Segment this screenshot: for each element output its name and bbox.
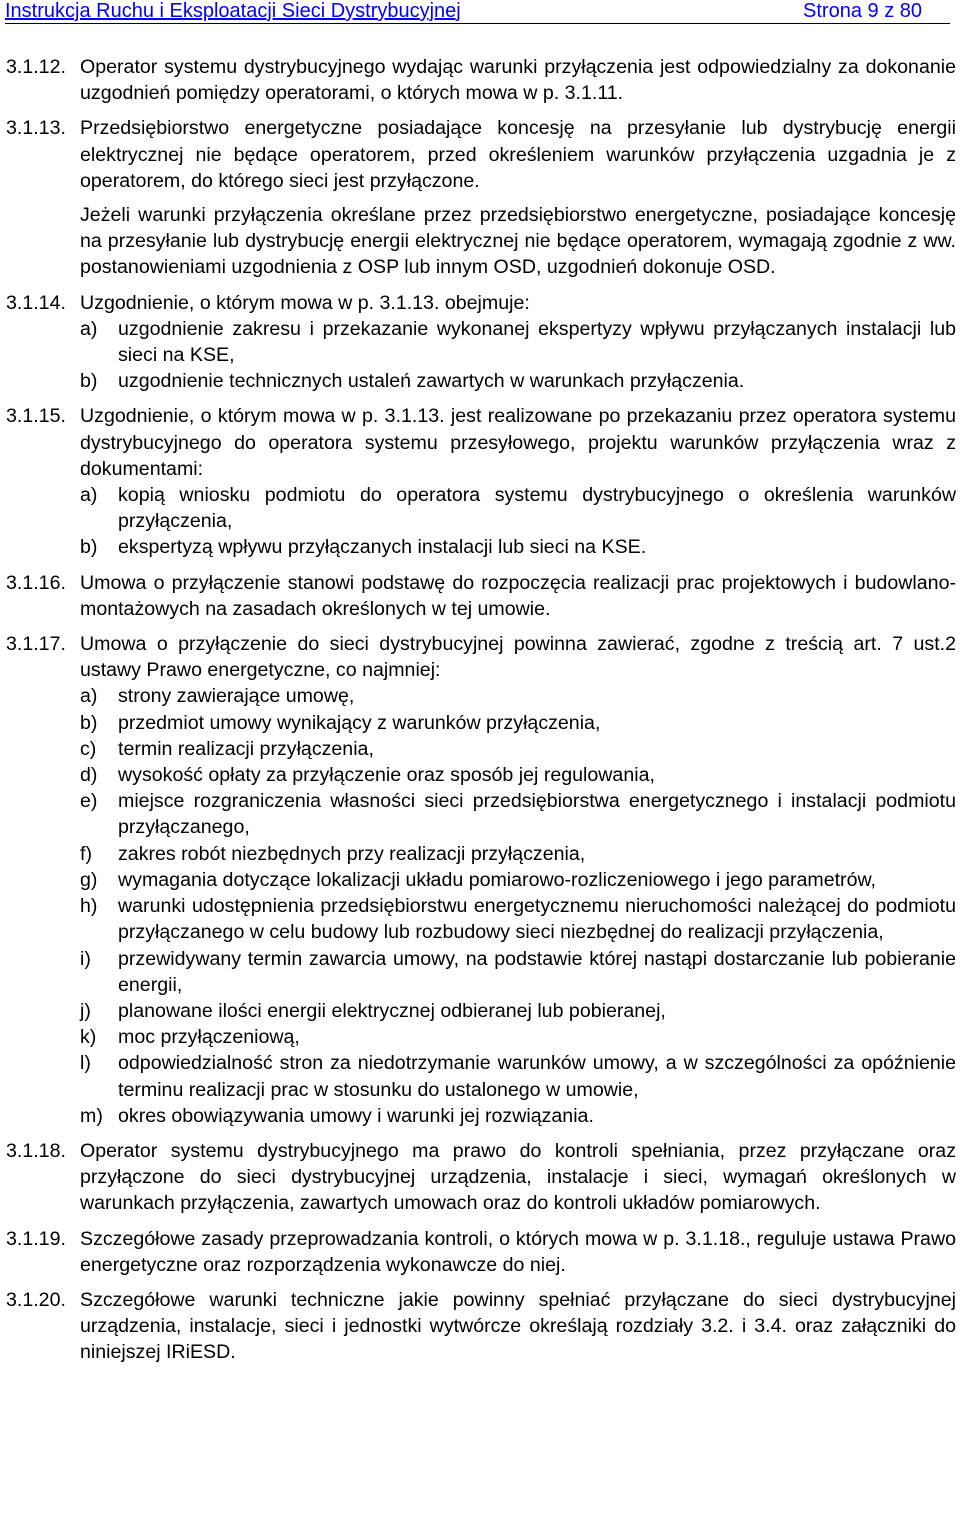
list-item <box>80 368 956 394</box>
section-text: Przedsiębiorstwo energetyczne posiadające koncesję na przesyłanie lub dystrybucję energii elektrycznej nie będące operatorem, przed określeniem warunków przyłączenia uzgadnia je z operatorem, do którego sieci jest przyłączone. <box>80 117 956 192</box>
list-label: c) <box>80 737 97 760</box>
list-label: k) <box>80 1026 97 1049</box>
section-number: 3.1.18. <box>6 1139 66 1162</box>
list-item <box>80 683 956 709</box>
section-text: Uzgodnienie, o którym mowa w p. 3.1.13. obejmuje: <box>80 291 530 314</box>
document-title-link[interactable]: Instrukcja Ruchu i Eksploatacji Sieci Dystrybucyjnej <box>5 0 461 22</box>
list-text: planowane ilości energii elektrycznej odbieranej lub pobieranej, <box>118 999 666 1022</box>
section-text: Szczegółowe zasady przeprowadzania kontroli, o których mowa w p. 3.1.18., reguluje ustawa Prawo energetyczne oraz rozporządzenia wykonawcze do niej. <box>80 1227 956 1276</box>
list-item <box>80 946 956 998</box>
document-body <box>6 54 956 1375</box>
section-3-1-20 <box>6 1287 956 1366</box>
page-number: Strona 9 z 80 <box>803 0 922 22</box>
list-label: a) <box>80 317 98 340</box>
section-text: Umowa o przyłączenie do sieci dystrybucyjnej powinna zawierać, zgodne z treścią art. 7 ust.2 ustawy Prawo energetyczne, co najmniej: <box>80 633 956 682</box>
section-number: 3.1.19. <box>6 1227 66 1250</box>
section-text: Operator systemu dystrybucyjnego wydając warunki przyłączenia jest odpowiedzialny za dokonanie uzgodnień pomiędzy operatorami, o których mowa w p. 3.1.11. <box>80 56 956 105</box>
section-number: 3.1.13. <box>6 117 66 140</box>
list-text: wymagania dotyczące lokalizacji układu pomiarowo-rozliczeniowego i jego parametrów, <box>118 868 876 891</box>
list-item <box>80 482 956 534</box>
list-text: miejsce rozgraniczenia własności sieci przedsiębiorstwa energetycznego i instalacji podmiotu przyłączanego, <box>118 790 956 839</box>
list-item <box>80 788 956 840</box>
section-number: 3.1.17. <box>6 633 66 656</box>
list-item <box>80 316 956 368</box>
list-text: wysokość opłaty za przyłączenie oraz sposób jej regulowania, <box>118 764 655 787</box>
list-item <box>80 893 956 945</box>
section-number: 3.1.15. <box>6 405 66 428</box>
list-text: zakres robót niezbędnych przy realizacji przyłączenia, <box>118 842 586 865</box>
list-item <box>80 710 956 736</box>
list-item <box>80 762 956 788</box>
section-3-1-13 <box>6 115 956 280</box>
item-list <box>80 683 956 1128</box>
section-number: 3.1.16. <box>6 571 66 594</box>
section-number: 3.1.20. <box>6 1288 66 1311</box>
section-3-1-16 <box>6 570 956 622</box>
list-text: odpowiedzialność stron za niedotrzymanie warunków umowy, a w szczególności za opóźnienie terminu realizacji prac w stosunku do ustalonego w umowie, <box>118 1052 956 1101</box>
list-label: h) <box>80 895 98 918</box>
list-text: uzgodnienie zakresu i przekazanie wykonanej ekspertyzy wpływu przyłączanych instalacji lub sieci na KSE, <box>118 317 956 367</box>
list-text: termin realizacji przyłączenia, <box>118 737 374 760</box>
section-text: Szczegółowe warunki techniczne jakie powinny spełniać przyłączane do sieci dystrybucyjnej urządzenia, instalacje, sieci i jednostki wytwórcze określają rozdziały 3.2. i 3.4. oraz załączniki do niniejszej IRiESD. <box>80 1288 956 1364</box>
list-item <box>80 867 956 893</box>
list-label: b) <box>80 711 98 734</box>
section-3-1-12 <box>6 54 956 106</box>
list-label: f) <box>80 842 92 865</box>
list-text: warunki udostępnienia przedsiębiorstwu energetycznemu nieruchomości należącej do podmiotu przyłączanego w celu budowy lub rozbudowy sieci niezbędnej do realizacji przyłączenia, <box>118 895 956 944</box>
section-3-1-18 <box>6 1138 956 1217</box>
section-text: Umowa o przyłączenie stanowi podstawę do rozpoczęcia realizacji prac projektowych i budowlano-montażowych na zasadach określonych w tej umowie. <box>80 571 956 620</box>
list-label: a) <box>80 685 98 708</box>
list-item <box>80 841 956 867</box>
list-item <box>80 1050 956 1102</box>
list-text: przewidywany termin zawarcia umowy, na podstawie której nastąpi dostarczanie lub pobieranie energii, <box>118 947 956 996</box>
section-number: 3.1.12. <box>6 56 66 78</box>
header-divider <box>5 23 950 24</box>
list-text: moc przyłączeniową, <box>118 1026 300 1049</box>
page-header <box>5 0 950 26</box>
list-item <box>80 1103 956 1129</box>
list-label: g) <box>80 868 98 891</box>
list-item <box>80 1024 956 1050</box>
list-label: m) <box>80 1104 103 1127</box>
list-item <box>80 534 956 560</box>
section-number: 3.1.14. <box>6 291 66 314</box>
list-label: a) <box>80 484 98 507</box>
list-text: kopią wniosku podmiotu do operatora systemu dystrybucyjnego o określenia warunków przyłączenia, <box>118 484 956 533</box>
list-text: strony zawierające umowę, <box>118 685 355 708</box>
list-label: d) <box>80 764 98 787</box>
list-label: b) <box>80 536 98 559</box>
section-text: Uzgodnienie, o którym mowa w p. 3.1.13. jest realizowane po przekazaniu przez operatora systemu dystrybucyjnego do operatora systemu przesyłowego, projektu warunków przyłączenia wraz z dokumentami: <box>80 405 956 480</box>
list-label: l) <box>80 1052 91 1075</box>
list-item <box>80 736 956 762</box>
section-3-1-15 <box>6 403 956 560</box>
section-text: Operator systemu dystrybucyjnego ma prawo do kontroli spełniania, przez przyłączane oraz przyłączone do sieci dystrybucyjnej urządzenia, instalacje i sieci, wymagań określonych w warunkach przyłączenia, zawartych umowach oraz do kontroli układów pomiarowych. <box>80 1139 956 1215</box>
list-label: j) <box>80 999 91 1022</box>
item-list <box>80 482 956 561</box>
list-text: okres obowiązywania umowy i warunki jej rozwiązania. <box>118 1104 594 1127</box>
list-text: przedmiot umowy wynikający z warunków przyłączenia, <box>118 711 601 734</box>
list-label: b) <box>80 370 98 393</box>
list-text: ekspertyzą wpływu przyłączanych instalacji lub sieci na KSE. <box>118 536 647 559</box>
list-text: uzgodnienie technicznych ustaleń zawartych w warunkach przyłączenia. <box>118 370 745 393</box>
section-3-1-14 <box>6 290 956 395</box>
list-label: e) <box>80 790 98 813</box>
section-3-1-17 <box>6 631 956 1129</box>
section-text-continued: Jeżeli warunki przyłączenia określane przez przedsiębiorstwo energetyczne, posiadające koncesję na przesyłanie lub dystrybucję energii elektrycznej nie będące operatorem, wymagają zgodnie z ww. postanowieniami uzgodnienia z OSP lub innym OSD, uzgodnień dokonuje OSD. <box>80 204 956 279</box>
item-list <box>80 316 956 395</box>
list-label: i) <box>80 947 91 970</box>
list-item <box>80 998 956 1024</box>
section-3-1-19 <box>6 1226 956 1278</box>
